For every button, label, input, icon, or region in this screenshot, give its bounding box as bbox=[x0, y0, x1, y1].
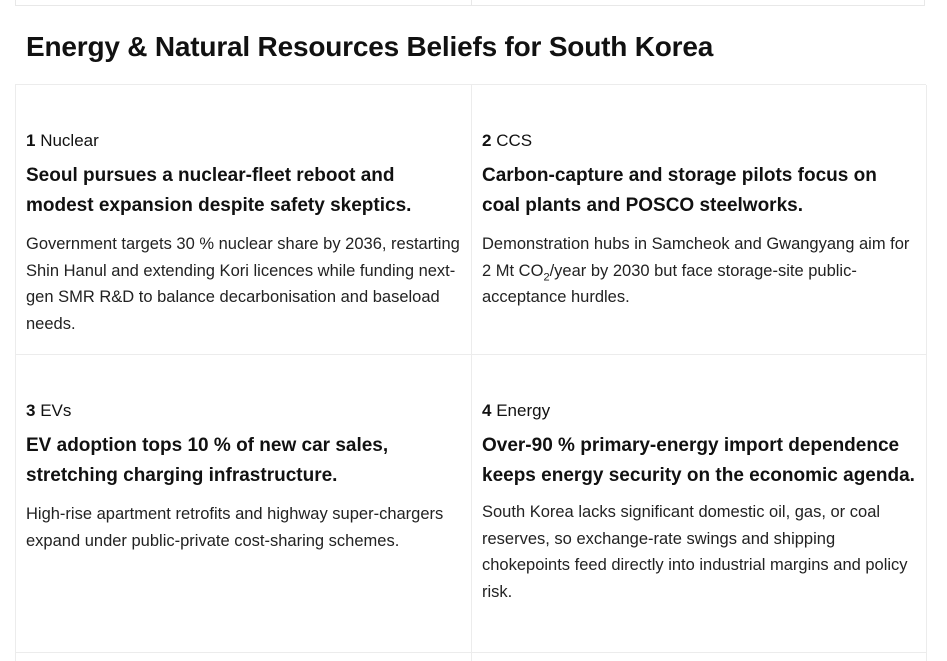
next-row-cell bbox=[472, 653, 927, 661]
belief-number: 3 bbox=[26, 401, 36, 420]
belief-number: 1 bbox=[26, 131, 36, 150]
previous-section-grid-edge bbox=[15, 0, 925, 6]
belief-category: EVs bbox=[40, 401, 72, 420]
belief-card-nuclear bbox=[16, 85, 472, 355]
belief-body: South Korea lacks significant domestic oil, gas, or coal reserves, so exchange-rate swings and shipping chokepoints feed directly into industrial margins and policy risk. bbox=[482, 503, 908, 601]
grid-divider bbox=[471, 0, 472, 6]
belief-body-text-rest: /year by 2030 but face storage-site public-acceptance hurdles. bbox=[482, 261, 857, 306]
belief-category: Nuclear bbox=[40, 131, 99, 150]
belief-headline: Seoul pursues a nuclear-fleet reboot and modest expansion despite safety skeptics. bbox=[26, 165, 412, 216]
co2-subscript: 2 bbox=[543, 270, 550, 283]
belief-card-energy bbox=[472, 355, 927, 653]
next-row-cell bbox=[16, 653, 472, 661]
belief-card-ccs bbox=[472, 85, 927, 355]
belief-card-evs bbox=[16, 355, 472, 653]
belief-headline: Carbon-capture and storage pilots focus on coal plants and POSCO steelworks. bbox=[482, 165, 877, 216]
belief-number: 4 bbox=[482, 401, 492, 420]
belief-tag bbox=[482, 401, 916, 421]
beliefs-grid bbox=[15, 84, 926, 661]
belief-body: Government targets 30 % nuclear share by 2036, restarting Shin Hanul and extending Kori licences while funding next-gen SMR R&D to balance decarbonisation and baseload needs. bbox=[26, 235, 460, 333]
belief-category: Energy bbox=[496, 401, 551, 420]
belief-body bbox=[482, 231, 916, 311]
belief-tag bbox=[26, 401, 461, 421]
belief-headline: Over-90 % primary-energy import dependence keeps energy security on the economic agenda. bbox=[482, 435, 915, 486]
belief-body: High-rise apartment retrofits and highway super-chargers expand under public-private cost-sharing schemes. bbox=[26, 505, 444, 550]
belief-headline: EV adoption tops 10 % of new car sales, stretching charging infrastructure. bbox=[26, 435, 389, 486]
belief-tag bbox=[26, 131, 461, 151]
belief-number: 2 bbox=[482, 131, 492, 150]
belief-tag bbox=[482, 131, 916, 151]
belief-category: CCS bbox=[496, 131, 533, 150]
belief-body-text: Demonstration hubs in Samcheok and Gwangyang aim for 2 Mt CO bbox=[482, 235, 910, 280]
section-title: Energy & Natural Resources Beliefs for South Korea bbox=[26, 31, 714, 62]
